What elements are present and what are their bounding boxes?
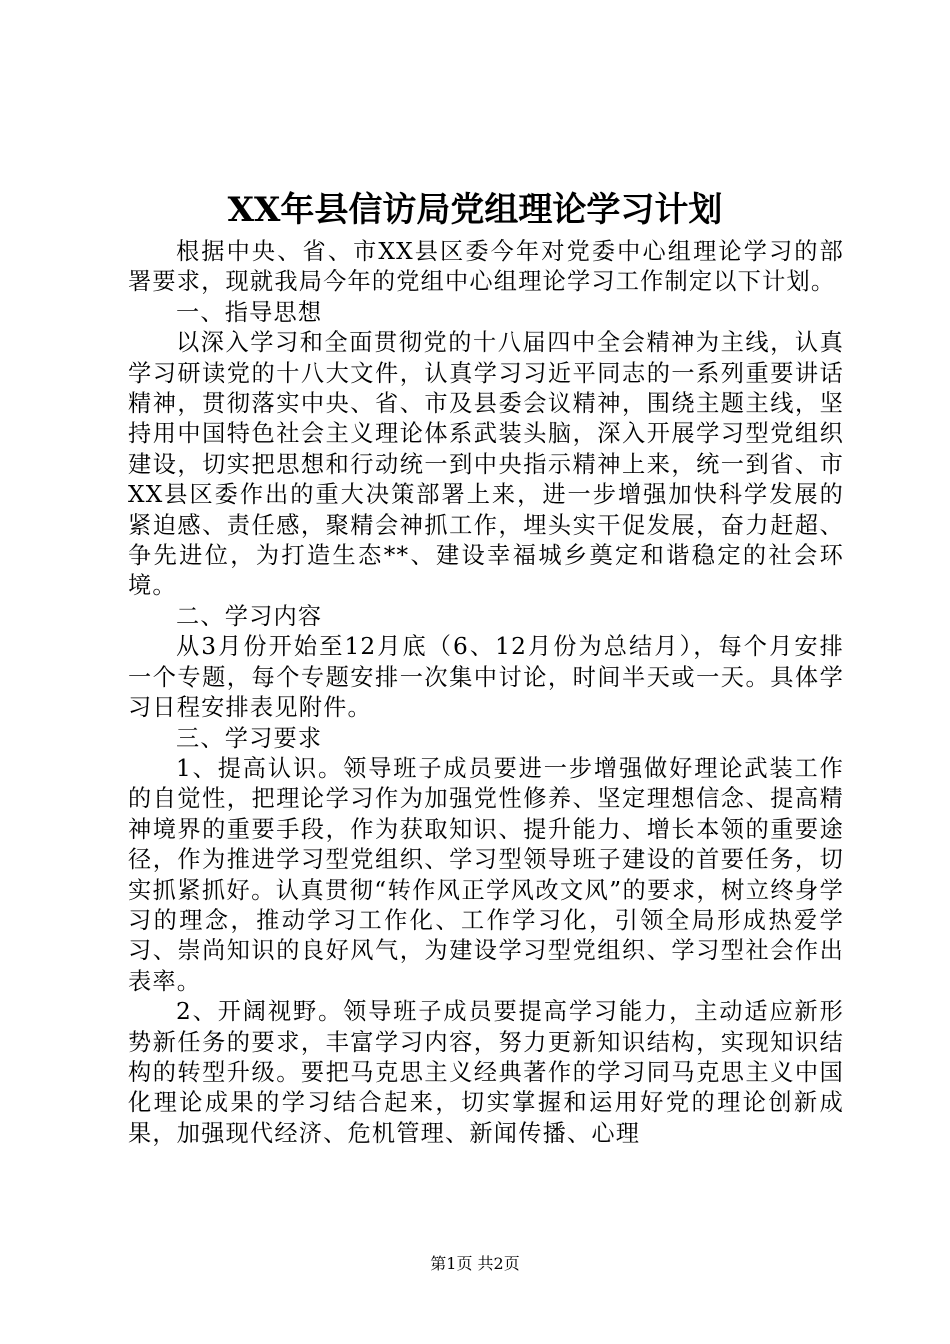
section-heading-study-content: 二、学习内容	[176, 602, 323, 630]
requirement-1-paragraph: 1、提高认识。领导班子成员要进一步增强做好理论武装工作的自觉性，把理论学习作为加强党性修养、坚定理想信念、提高精神境界的重要手段，作为获取知识、提升能力、增长本领的重要途径，作为推进学习型党组织、学习型领导班子建设的首要任务，切实抓紧抓好。认真贯彻“转作风正学风改文风”的要求，树立终身学习的理念，推动学习工作化、工作学习化，引领全局形成热爱学习、崇尚知识的良好风气，为建设学习型党组织、学习型社会作出表率。	[128, 754, 844, 995]
guiding-thought-paragraph: 以深入学习和全面贯彻党的十八届四中全会精神为主线，认真学习研读党的十八大文件，认真学习习近平同志的一系列重要讲话精神，贯彻落实中央、省、市及县委会议精神，围绕主题主线，坚持用中国特色社会主义理论体系武装头脑，深入开展学习型党组织建设，切实把思想和行动统一到中央指示精神上来，统一到省、市XX县区委作出的重大决策部署上来，进一步增强加快科学发展的紧迫感、责任感，聚精会神抓工作，埋头实干促发展，奋力赶超、争先进位，为打造生态**、建设幸福城乡奠定和谐稳定的社会环境。	[128, 329, 844, 600]
section-heading-study-requirements: 三、学习要求	[176, 724, 323, 752]
study-content-paragraph: 从3月份开始至12月底（6、12月份为总结月），每个月安排一个专题，每个专题安排一次集中讨论，时间半天或一天。具体学习日程安排表见附件。	[128, 633, 844, 722]
section-heading-guiding-thought: 一、指导思想	[176, 298, 323, 326]
document-body	[128, 237, 844, 1149]
intro-paragraph: 根据中央、省、市XX县区委今年对党委中心组理论学习的部署要求，现就我局今年的党组中心组理论学习工作制定以下计划。	[128, 238, 844, 296]
requirement-2-paragraph: 2、开阔视野。领导班子成员要提高学习能力，主动适应新形势新任务的要求，丰富学习内容，努力更新知识结构，实现知识结构的转型升级。要把马克思主义经典著作的学习同马克思主义中国化理论成果的学习结合起来，切实掌握和运用好党的理论创新成果，加强现代经济、危机管理、新闻传播、心理	[128, 998, 844, 1147]
page-number-footer: 第1页 共2页	[430, 1254, 520, 1273]
document-title: XX年县信访局党组理论学习计划	[227, 190, 723, 230]
